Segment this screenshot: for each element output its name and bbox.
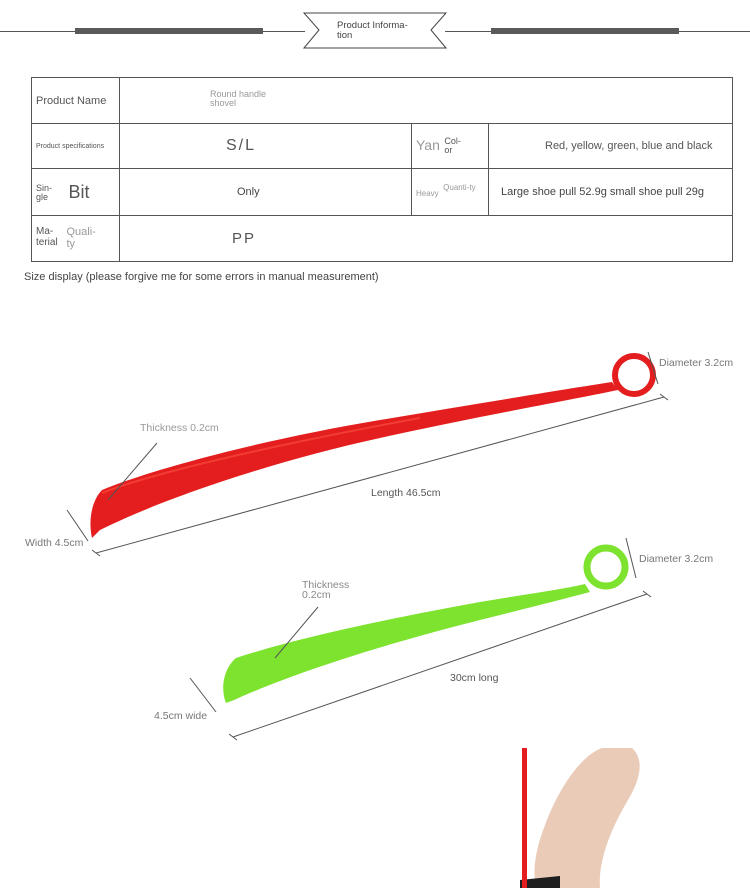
- weight-value: Large shoe pull 52.9g small shoe pull 29g: [489, 169, 733, 215]
- material-label-a: Ma-terial: [36, 226, 58, 249]
- weight-label-a: Heavy: [416, 189, 439, 199]
- material-label-b: Quali-ty: [66, 226, 96, 251]
- color-label-a: Yan: [416, 137, 440, 154]
- color-value: Red, yellow, green, blue and black: [489, 124, 733, 169]
- large-shoehorn: [90, 356, 653, 538]
- material-value: PP: [120, 215, 733, 261]
- product-name-label: Product Name: [32, 78, 120, 124]
- small-thickness-label: Thickness 0.2cm: [302, 579, 350, 601]
- large-width-label: Width 4.5cm: [25, 537, 84, 549]
- large-thickness-label: Thickness 0.2cm: [140, 422, 219, 434]
- color-label-b: Col-or: [444, 136, 461, 156]
- product-name-value: Round handle shovel: [210, 89, 267, 109]
- large-diameter-label: Diameter 3.2cm: [659, 357, 734, 369]
- small-width-label: 4.5cm wide: [154, 710, 208, 722]
- spec-value: S/L: [120, 124, 412, 169]
- small-length-label: 30cm long: [450, 672, 499, 684]
- single-label-b: Bit: [68, 181, 90, 202]
- usage-photo: [520, 748, 640, 888]
- single-value: Only: [120, 169, 412, 215]
- small-diameter-label: Diameter 3.2cm: [639, 553, 714, 565]
- single-label-a: Sin-gle: [36, 183, 53, 203]
- weight-label-b: Quanti-ty: [443, 183, 476, 193]
- small-shoehorn: [223, 548, 625, 703]
- spec-label: Product specifications: [32, 124, 120, 169]
- large-length-label: Length 46.5cm: [371, 487, 441, 499]
- size-caption: Size display (please forgive me for some errors in manual measurement): [24, 271, 379, 283]
- page-title: Product Informa- tion: [337, 20, 408, 41]
